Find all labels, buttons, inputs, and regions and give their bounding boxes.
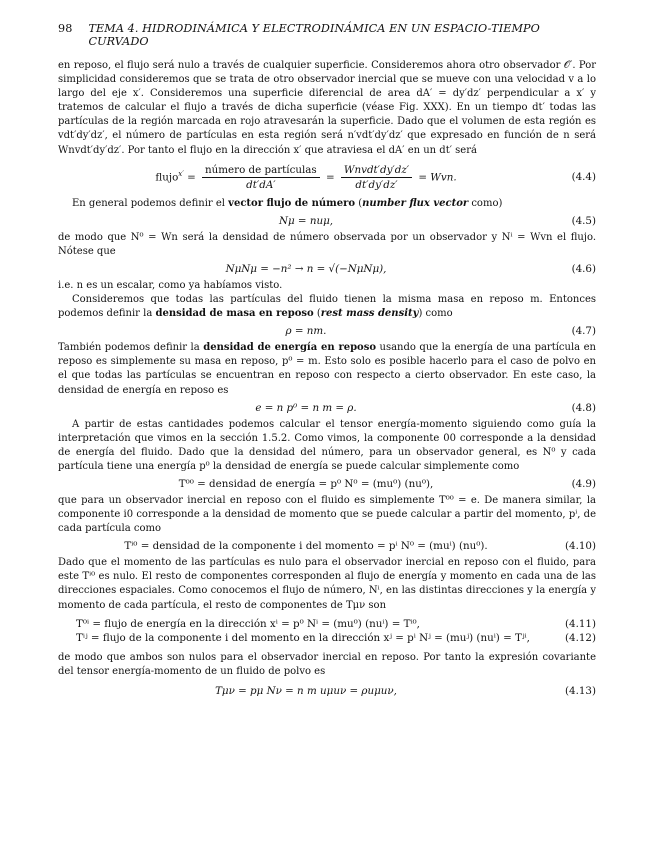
equation-number: (4.10) (565, 540, 596, 553)
paragraph-covariant: de modo que ambos son nulos para el observador inercial en reposo. Por tanto la expresión covariante del tensor energía-momento de un fluido de polvo es (58, 651, 596, 677)
equations-4-11-4-12 (58, 618, 596, 644)
equation-4-12 (58, 632, 596, 644)
document-page (58, 22, 596, 703)
eq412-expression: Tⁱʲ = flujo de la componente i del momento en la dirección xʲ = pⁱ Nʲ = (muʲ) (nuⁱ) = Tʲⁱ, (76, 631, 530, 644)
eq45-expression: Nμ = nuμ, (278, 214, 334, 227)
eq48-expression: e = n p⁰ = n m = ρ. (255, 401, 357, 414)
equation-4-13 (58, 685, 596, 697)
eq44-fraction-1 (202, 164, 320, 191)
equation-number: (4.12) (565, 631, 596, 644)
paragraph-density: de modo que N⁰ = Wn será la densidad de número observada por un observador y Nⁱ = Wvn el flujo. Nótese que (58, 231, 596, 257)
equation-number: (4.4) (571, 171, 596, 184)
paragraph-momentum-density: que para un observador inercial en reposo con el fluido es simplemente T⁰⁰ = e. De manera similar, la componente i0 corresponde a la densidad de momento que se puede calcular a partir del momento, pⁱ, de cada partícula como (58, 494, 596, 535)
eq410-expression: Tⁱ⁰ = densidad de la componente i del momento = pⁱ N⁰ = (muⁱ) (nu⁰). (124, 540, 488, 553)
eq47-expression: ρ = nm. (285, 325, 327, 338)
equation-4-4: flujo$^{x'}$ = $\frac{\text{número de partículas}}{dt'dA'}$ = $\frac{\text{Wnvdt′dy′dz′}}{dt'dy'dz'}$ = Wvn. (4.4) (155, 163, 596, 191)
equation-number: (4.13) (565, 684, 596, 697)
eq44-frac1-numerator: número de partículas (202, 164, 320, 178)
eq49-expression: T⁰⁰ = densidad de energía = p⁰ N⁰ = (mu⁰) (nu⁰), (178, 477, 434, 490)
equation-4-6 (58, 263, 596, 275)
eq44-rhs: = Wvn. (418, 171, 457, 184)
equation-4-10 (58, 540, 596, 552)
chapter-title: TEMA 4. HIDRODINÁMICA Y ELECTRODINÁMICA EN UN ESPACIO-TIEMPO CURVADO (88, 22, 540, 48)
eq44-frac1-denominator: dt′dA′ (246, 178, 276, 191)
equation-number: (4.8) (571, 401, 596, 414)
running-header (58, 22, 596, 48)
paragraph-flux-vector: En general podemos definir el vector flujo de número (number flux vector como) (72, 197, 503, 209)
equation-4-11 (58, 618, 596, 630)
eq44-lhs-sup: x′ (178, 169, 184, 178)
term-densidad-masa: densidad de masa en reposo (155, 308, 314, 320)
eq44-lhs: flujo (155, 171, 179, 184)
equation-number: (4.6) (571, 262, 596, 275)
eq46-expression: NμNμ = −n² → n = √(−NμNμ), (225, 262, 387, 275)
eq44-frac2-numerator: Wnvdt′dy′dz′ (341, 164, 412, 178)
equation-4-9 (58, 478, 596, 490)
term-number-flux-vector: number flux vector (362, 197, 469, 209)
paragraph-remaining-components: Dado que el momento de las partículas es nulo para el observador inercial en reposo con el fluido, para este Tⁱ⁰ es nulo. El resto de componentes corresponden al flujo de energía y momento en cada una de las direcciones espaciales. Como conocemos el flujo de número, Nⁱ, en las distintas direcciones y la energía y momento de cada partícula, el resto de componentes de Tμν son (58, 557, 596, 611)
eq44-fraction-2 (341, 164, 412, 191)
page-number: 98 (58, 22, 73, 35)
term-vector-flujo: vector flujo de número (228, 197, 356, 209)
paragraph-energy-density: También podemos definir la densidad de energía en reposo usando que la energía de una partícula en reposo es simplemente su masa en reposo, p⁰ = m. Esto solo es posible hacerlo para el caso de polvo en el que todas las partículas se encuentran en reposo con respecto a cierto observador. En este caso, la densidad de energía en reposo es (58, 342, 596, 396)
eq411-expression: T⁰ⁱ = flujo de energía en la dirección xⁱ = p⁰ Nⁱ = (mu⁰) (nuⁱ) = Tⁱ⁰, (76, 617, 420, 630)
eq44-frac2-denominator: dt′dy′dz′ (355, 178, 398, 191)
equation-4-7 (58, 325, 596, 337)
paragraph-stress-energy: A partir de estas cantidades podemos calcular el tensor energía-momento siguiendo como guía la interpretación que vimos en la sección 1.5.2. Como vimos, la componente 00 corresponde a la densidad de energía del fluido. Dado que la densidad del número, para un observador general, es N⁰ y cada partícula tiene una energía p⁰ la densidad de energía se puede calcular simplemente como (58, 418, 596, 472)
equation-4-5 (58, 215, 596, 227)
paragraph-mass-density: Consideremos que todas las partículas del fluido tienen la misma masa en reposo m. Entonces podemos definir la densidad de masa en reposo (rest mass density) como (58, 294, 596, 320)
equation-number: (4.7) (571, 325, 596, 338)
equation-number: (4.5) (571, 214, 596, 227)
paragraph-flux-intro: en reposo, el flujo será nulo a través de cualquier superficie. Consideremos ahora otro observador 𝒪′. Por simplicidad consideremos que se trata de otro observador inercial que se mueve con una velocidad v a lo largo del eje x′. Consideremos una superficie diferencial de area dA′ = dy′dz′ perpendicular a x′ y tratemos de calcular el flujo a través de dicha superficie (véase Fig. XXX). En un tiempo dt′ todas las partículas de la región marcada en rojo atravesarán la superficie. Dado que el volumen de esta región es vdt′dy′dz′, el número de partículas en esta región será n′vdt′dy′dz′ que expresado en función de n será Wnvdt′dy′dz′. Por tanto el flujo en la dirección x′ que atraviesa el dA′ en un dt′ será (58, 60, 596, 156)
equation-4-8 (58, 402, 596, 414)
term-densidad-energia: densidad de energía en reposo (203, 342, 377, 354)
paragraph-scalar: i.e. n es un escalar, como ya habíamos visto. (58, 279, 283, 291)
equation-number: (4.9) (571, 477, 596, 490)
equation-number: (4.11) (565, 617, 596, 630)
term-rest-mass-density: rest mass density (320, 308, 419, 320)
eq413-expression: Tμν = pμ Nν = n m uμuν = ρuμuν, (215, 684, 397, 697)
